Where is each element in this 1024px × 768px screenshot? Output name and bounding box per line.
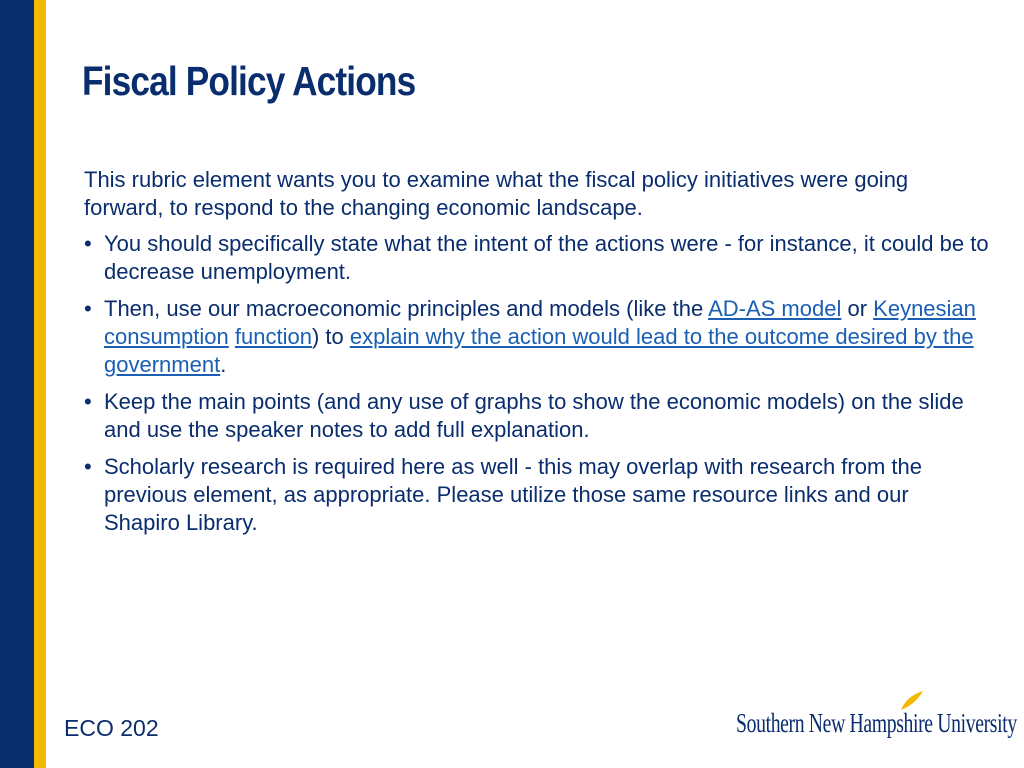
bullet-text-part: . bbox=[220, 352, 227, 377]
left-gold-bar bbox=[34, 0, 46, 768]
bullet-text-part: ) to bbox=[311, 324, 350, 349]
link-explain-action[interactable]: explain why the action would lead to the outcome desired by the government bbox=[104, 324, 974, 377]
left-navy-bar bbox=[0, 0, 34, 768]
bullet-item-intent bbox=[84, 230, 989, 286]
bullet-item-models bbox=[84, 295, 989, 379]
bullet-dot-icon: • bbox=[84, 296, 92, 321]
bullet-dot-icon: • bbox=[84, 389, 92, 414]
link-function[interactable]: function bbox=[234, 324, 312, 349]
snhu-logo bbox=[736, 690, 1017, 746]
link-keynesian[interactable]: Keynesian bbox=[873, 296, 976, 321]
bullet-dot-icon: • bbox=[84, 231, 92, 256]
bullet-item-research bbox=[84, 453, 989, 537]
slide-title: Fiscal Policy Actions bbox=[82, 58, 416, 104]
bullet-dot-icon: • bbox=[84, 454, 92, 479]
bullet-text-part: Then, use our macroeconomic principles and models (like the bbox=[104, 296, 709, 321]
link-ad-as-model[interactable]: AD-AS model bbox=[708, 296, 842, 321]
slide-body bbox=[84, 166, 989, 546]
bullet-item-main-points bbox=[84, 388, 989, 444]
bullet-list bbox=[84, 230, 989, 537]
logo-wordmark: Southern New Hampshire University bbox=[736, 708, 1017, 738]
link-consumption[interactable]: consumption bbox=[104, 324, 229, 349]
course-code: ECO 202 bbox=[64, 715, 159, 741]
bullet-text-part: or bbox=[841, 296, 874, 321]
bullet-text: Scholarly research is required here as well - this may overlap with research from the previous element, as appropriate. Please utilize those same resource links and our Shapiro Library. bbox=[104, 454, 922, 535]
intro-paragraph: This rubric element wants you to examine what the fiscal policy initiatives were going forward, to respond to the changing economic landscape. bbox=[84, 167, 909, 220]
bullet-text: Keep the main points (and any use of graphs to show the economic models) on the slide and use the speaker notes to add full explanation. bbox=[104, 389, 964, 442]
bullet-text: You should specifically state what the intent of the actions were - for instance, it could be to decrease unemployment. bbox=[104, 231, 989, 284]
